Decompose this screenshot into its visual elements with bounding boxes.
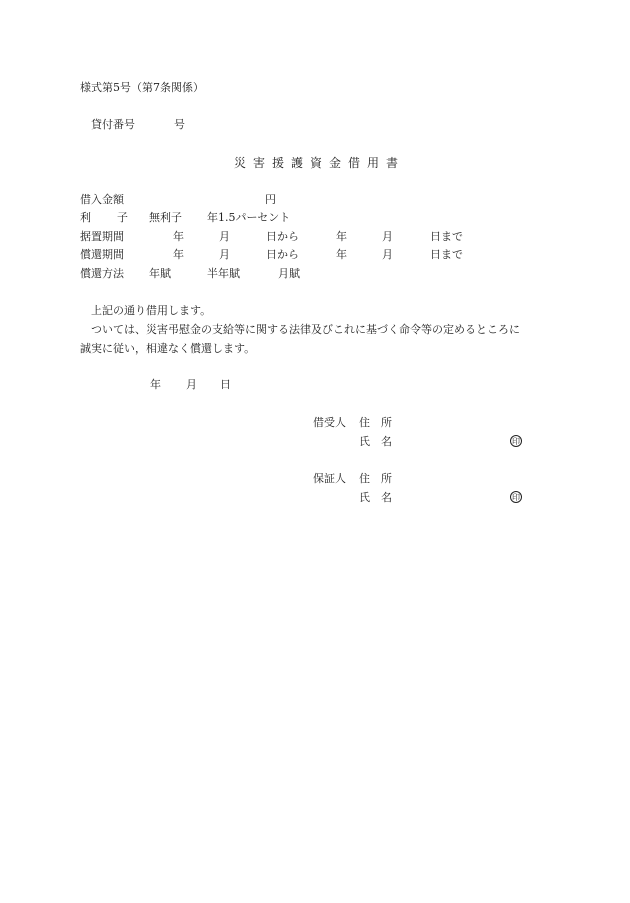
amount-unit: 円 <box>265 193 276 206</box>
repay-method-semiannual: 半年賦 <box>207 267 240 280</box>
deferral-year2: 年 <box>336 230 347 243</box>
deferral-label: 据置期間 <box>80 230 124 243</box>
deferral-day-to: 日まで <box>430 230 463 243</box>
repay-period-day-to: 日まで <box>430 248 463 261</box>
amount-label: 借入金額 <box>80 193 124 206</box>
interest-label-b: 子 <box>117 211 128 224</box>
repay-method-label: 償還方法 <box>80 267 124 280</box>
body-line-3: 誠実に従い，相違なく償還します。 <box>80 342 256 355</box>
body-line-1: 上記の通り借用します。 <box>91 304 212 317</box>
deferral-day-from: 日から <box>266 230 299 243</box>
deferral-year: 年 <box>173 230 184 243</box>
interest-label-a: 利 <box>80 211 91 224</box>
guarantor-name-label: 氏 名 <box>359 491 392 504</box>
repay-period-label: 償還期間 <box>80 248 124 261</box>
date-month: 月 <box>186 378 197 391</box>
repay-period-year: 年 <box>173 248 184 261</box>
guarantor-address-label: 住 所 <box>359 472 392 485</box>
body-line-2: ついては、災害弔慰金の支給等に関する法律及びこれに基づく命令等の定めるところに <box>91 323 520 336</box>
borrower-name-label: 氏 名 <box>359 435 392 448</box>
loan-number-label: 貸付番号 <box>91 118 135 131</box>
guarantor-seal-mark: 印 <box>512 493 520 502</box>
guarantor-role: 保証人 <box>313 472 346 485</box>
deferral-month2: 月 <box>382 230 393 243</box>
loan-number-suffix: 号 <box>174 118 185 131</box>
deferral-month: 月 <box>219 230 230 243</box>
repay-period-month: 月 <box>219 248 230 261</box>
repay-period-month2: 月 <box>382 248 393 261</box>
repay-period-day-from: 日から <box>266 248 299 261</box>
repay-method-monthly: 月賦 <box>278 267 300 280</box>
document-title: 災害援護資金借用書 <box>234 156 406 170</box>
interest-free: 無利子 <box>149 211 182 224</box>
date-day: 日 <box>220 378 231 391</box>
date-year: 年 <box>150 378 161 391</box>
borrower-address-label: 住 所 <box>359 416 392 429</box>
form-number: 様式第5号（第7条関係） <box>80 81 204 94</box>
repay-method-annual: 年賦 <box>149 267 171 280</box>
borrower-seal-mark: 印 <box>512 437 520 446</box>
interest-rate: 年1.5パーセント <box>207 211 291 224</box>
repay-period-year2: 年 <box>336 248 347 261</box>
borrower-role: 借受人 <box>313 416 346 429</box>
